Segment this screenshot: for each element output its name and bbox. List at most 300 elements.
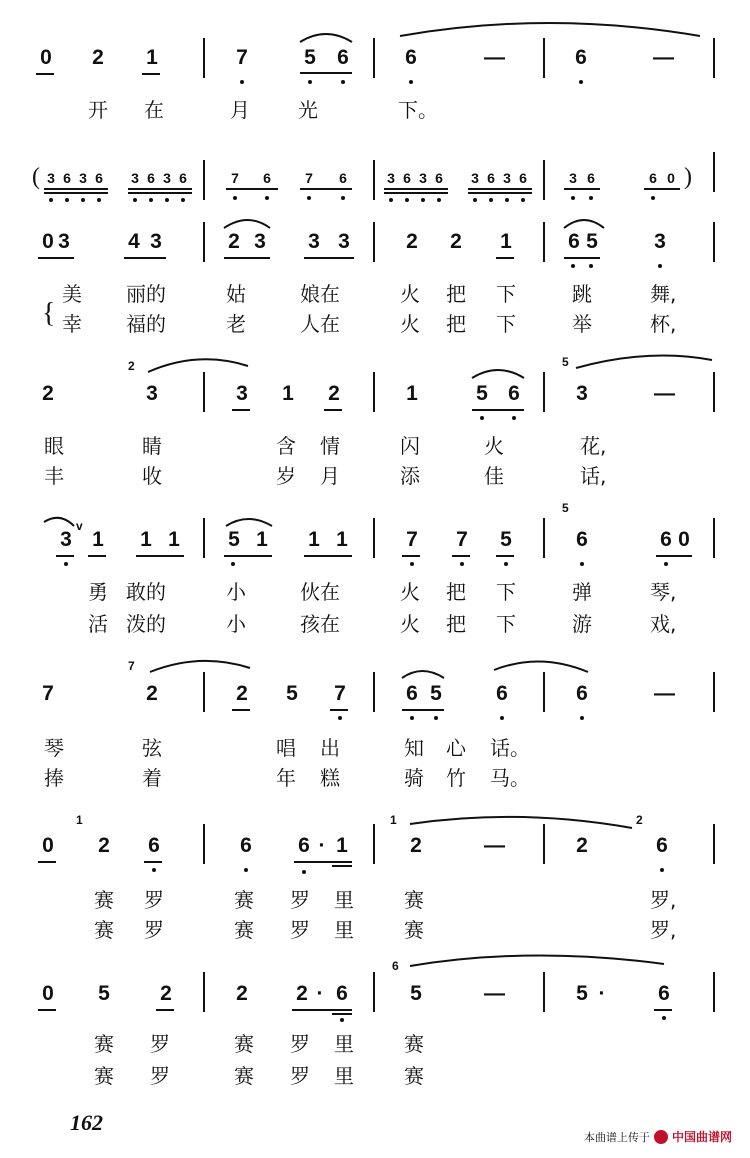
note: 6 bbox=[487, 170, 495, 186]
lyric: 赛 bbox=[94, 1032, 114, 1056]
lyric: 睛 bbox=[142, 434, 162, 458]
underline bbox=[468, 192, 532, 194]
barline bbox=[713, 672, 715, 712]
lyric: 里 bbox=[334, 1032, 354, 1056]
underline bbox=[384, 192, 448, 194]
lyric: 赛 bbox=[234, 888, 254, 912]
slur bbox=[150, 661, 250, 672]
slur bbox=[400, 23, 700, 36]
slur bbox=[300, 34, 352, 42]
octave-dot bbox=[231, 562, 235, 566]
lyric: 闪 bbox=[400, 434, 420, 458]
octave-dot bbox=[658, 264, 662, 268]
lyric: 罗 bbox=[144, 888, 164, 912]
note: 1 bbox=[146, 46, 158, 69]
octave-dot bbox=[181, 198, 185, 202]
lyric: 着 bbox=[142, 766, 162, 790]
barline bbox=[543, 222, 545, 262]
lyric: 赛 bbox=[234, 1064, 254, 1088]
slur bbox=[472, 370, 524, 378]
lyric: 出 bbox=[320, 736, 340, 760]
grace-note: 7 bbox=[128, 659, 135, 673]
underline bbox=[224, 555, 272, 557]
octave-dot bbox=[500, 716, 504, 720]
lyric: 话。 bbox=[490, 736, 530, 760]
barline bbox=[373, 824, 375, 864]
lyric: 马。 bbox=[490, 766, 530, 790]
note: 3 bbox=[131, 170, 139, 186]
octave-dot bbox=[302, 870, 306, 874]
slur bbox=[148, 359, 248, 372]
lyric: 骑 bbox=[404, 766, 424, 790]
grace-note: 2 bbox=[636, 813, 643, 827]
lyric: 跳 bbox=[572, 282, 592, 306]
octave-dot bbox=[341, 196, 345, 200]
octave-dot bbox=[580, 716, 584, 720]
note: 6 bbox=[587, 170, 595, 186]
lyric: 含 bbox=[276, 434, 296, 458]
lyric: 糕 bbox=[320, 766, 340, 790]
note: 5 bbox=[286, 682, 298, 705]
lyric: 敢的 bbox=[126, 580, 166, 604]
octave-dot bbox=[81, 198, 85, 202]
lyric: 赛 bbox=[94, 888, 114, 912]
lyric: 里 bbox=[334, 1064, 354, 1088]
barline bbox=[543, 972, 545, 1012]
barline bbox=[543, 38, 545, 78]
underline bbox=[232, 709, 250, 711]
note: 1 bbox=[92, 528, 104, 551]
barline bbox=[713, 222, 715, 262]
octave-dot bbox=[410, 562, 414, 566]
note: 2 bbox=[236, 982, 248, 1005]
underline bbox=[156, 1009, 174, 1011]
lyric: 姑 bbox=[226, 282, 246, 306]
note: 3 bbox=[387, 170, 395, 186]
note: 6 bbox=[403, 170, 411, 186]
note: 2 bbox=[92, 46, 104, 69]
note: 2 bbox=[236, 682, 248, 705]
lyric: 火 bbox=[400, 612, 420, 636]
barline bbox=[713, 824, 715, 864]
barline bbox=[373, 160, 375, 200]
dash: — bbox=[484, 982, 505, 1005]
lyric: 把 bbox=[446, 282, 466, 306]
underline bbox=[402, 709, 444, 711]
octave-dot bbox=[662, 1016, 666, 1020]
grace-note: 6 bbox=[392, 959, 399, 973]
lyric: 收 bbox=[142, 464, 162, 488]
lyric: 罗 bbox=[290, 918, 310, 942]
octave-dot bbox=[340, 1018, 344, 1022]
underline bbox=[124, 257, 166, 259]
octave-dot bbox=[65, 198, 69, 202]
note: 7 bbox=[334, 682, 346, 705]
note: 1 bbox=[308, 528, 320, 551]
barline bbox=[203, 824, 205, 864]
lyric: 岁 bbox=[276, 464, 296, 488]
underline bbox=[496, 257, 514, 259]
octave-dot bbox=[49, 198, 53, 202]
barline bbox=[203, 518, 205, 558]
octave-dot bbox=[265, 196, 269, 200]
octave-dot bbox=[152, 868, 156, 872]
octave-dot bbox=[434, 716, 438, 720]
note: 6 bbox=[649, 170, 657, 186]
octave-dot bbox=[409, 80, 413, 84]
note: 5 bbox=[476, 382, 488, 405]
note: 6 bbox=[298, 834, 310, 857]
underline bbox=[224, 257, 270, 259]
octave-dot bbox=[307, 196, 311, 200]
octave-dot bbox=[651, 196, 655, 200]
barline bbox=[373, 518, 375, 558]
octave-dot bbox=[389, 198, 393, 202]
underline bbox=[564, 188, 600, 190]
note: 1 bbox=[336, 528, 348, 551]
note: 2 bbox=[228, 230, 240, 253]
lyric: 罗 bbox=[150, 1032, 170, 1056]
paren-close: ) bbox=[684, 164, 692, 190]
underline bbox=[226, 188, 278, 190]
underline bbox=[128, 188, 192, 190]
note: 6 bbox=[568, 230, 580, 253]
note: 6 bbox=[95, 170, 103, 186]
barline bbox=[373, 372, 375, 412]
lyric: 心 bbox=[446, 736, 466, 760]
note: 1 bbox=[256, 528, 268, 551]
note: 3 bbox=[338, 230, 350, 253]
lyric: 唱 bbox=[276, 736, 296, 760]
lyric: 娘在 bbox=[300, 282, 340, 306]
octave-dot bbox=[97, 198, 101, 202]
lyric: 泼的 bbox=[126, 612, 166, 636]
dash: — bbox=[654, 382, 675, 405]
lyric: 伙在 bbox=[300, 580, 340, 604]
note: 6 bbox=[575, 46, 587, 69]
lyric: 月 bbox=[320, 464, 340, 488]
note: 7 bbox=[305, 170, 313, 186]
grace-note: 5 bbox=[562, 355, 569, 369]
underline bbox=[36, 73, 54, 75]
note: 6 bbox=[519, 170, 527, 186]
dash: — bbox=[653, 46, 674, 69]
lyric: 火 bbox=[400, 282, 420, 306]
site-name: 中国曲谱网 bbox=[671, 1130, 732, 1144]
lyric: 弹 bbox=[572, 580, 592, 604]
barline bbox=[543, 160, 545, 200]
note: 4 bbox=[128, 230, 140, 253]
lyric: 竹 bbox=[446, 766, 466, 790]
note: 6 bbox=[336, 982, 348, 1005]
note: 0 bbox=[678, 528, 690, 551]
lyric: 下 bbox=[496, 580, 516, 604]
note: 7 bbox=[231, 170, 239, 186]
lyric: 赛 bbox=[404, 1032, 424, 1056]
underline bbox=[128, 192, 192, 194]
underline bbox=[452, 555, 470, 557]
octave-dot bbox=[660, 868, 664, 872]
lyric: 丽的 bbox=[126, 282, 166, 306]
note: 2 bbox=[406, 230, 418, 253]
upload-text: 本曲谱上传于 bbox=[583, 1130, 650, 1144]
barline bbox=[713, 518, 715, 558]
underline bbox=[144, 861, 162, 863]
note: 1 bbox=[140, 528, 152, 551]
note: 2 bbox=[296, 982, 308, 1005]
dash: — bbox=[654, 682, 675, 705]
underline bbox=[654, 1009, 672, 1011]
underline bbox=[56, 555, 74, 557]
note: 6 bbox=[508, 382, 520, 405]
lyric: 赛 bbox=[404, 888, 424, 912]
note: 3 bbox=[471, 170, 479, 186]
lyric: 琴 bbox=[44, 736, 64, 760]
barline bbox=[373, 672, 375, 712]
lyric: 月 bbox=[230, 98, 250, 122]
lyric: 话, bbox=[580, 464, 607, 488]
lyric: 情 bbox=[320, 434, 340, 458]
underline bbox=[304, 257, 354, 259]
underline bbox=[38, 861, 56, 863]
barline bbox=[373, 222, 375, 262]
underline bbox=[300, 72, 352, 74]
underline bbox=[300, 188, 352, 190]
lyric: 幸 bbox=[62, 312, 82, 336]
note: 1 bbox=[282, 382, 294, 405]
note: 5 bbox=[410, 982, 422, 1005]
note: 3 bbox=[503, 170, 511, 186]
octave-dot bbox=[664, 562, 668, 566]
note: 2 bbox=[450, 230, 462, 253]
note: 6 bbox=[240, 834, 252, 857]
underline bbox=[330, 709, 348, 711]
note: · bbox=[318, 834, 326, 857]
barline bbox=[203, 160, 205, 200]
lyric: 赛 bbox=[94, 1064, 114, 1088]
lyric: 罗 bbox=[290, 1032, 310, 1056]
note: 6 bbox=[406, 682, 418, 705]
lyric: 老 bbox=[226, 312, 246, 336]
lyric: 火 bbox=[400, 580, 420, 604]
barline bbox=[713, 372, 715, 412]
note: 1 bbox=[406, 382, 418, 405]
slur bbox=[494, 661, 588, 672]
lyric: 火 bbox=[484, 434, 504, 458]
note: 6 bbox=[263, 170, 271, 186]
lyric: 火 bbox=[400, 312, 420, 336]
octave-dot bbox=[512, 416, 516, 420]
barline bbox=[713, 152, 715, 192]
barline bbox=[713, 972, 715, 1012]
note: 3 bbox=[146, 382, 158, 405]
underline bbox=[44, 192, 108, 194]
note: 6 bbox=[496, 682, 508, 705]
octave-dot bbox=[410, 716, 414, 720]
note: 6 bbox=[339, 170, 347, 186]
note: 6 bbox=[576, 682, 588, 705]
lyric: 勇 bbox=[88, 580, 108, 604]
note: 2 bbox=[160, 982, 172, 1005]
note: 0 bbox=[42, 230, 54, 253]
octave-dot bbox=[240, 80, 244, 84]
barline bbox=[543, 824, 545, 864]
octave-dot bbox=[489, 198, 493, 202]
octave-dot bbox=[589, 264, 593, 268]
footer-watermark bbox=[584, 1128, 732, 1145]
note: 0 bbox=[667, 170, 675, 186]
barline bbox=[543, 372, 545, 412]
note: 3 bbox=[254, 230, 266, 253]
note: 5 bbox=[228, 528, 240, 551]
note: 2 bbox=[98, 834, 110, 857]
note: 6 bbox=[148, 834, 160, 857]
verse-brace: { bbox=[42, 298, 56, 329]
lyric: 弦 bbox=[142, 736, 162, 760]
lyric: 赛 bbox=[94, 918, 114, 942]
dash: — bbox=[484, 46, 505, 69]
octave-dot bbox=[64, 562, 68, 566]
octave-dot bbox=[421, 198, 425, 202]
octave-dot bbox=[165, 198, 169, 202]
lyric: 小 bbox=[226, 612, 246, 636]
lyric: 年 bbox=[276, 766, 296, 790]
note: 5 bbox=[304, 46, 316, 69]
octave-dot bbox=[244, 868, 248, 872]
octave-dot bbox=[504, 562, 508, 566]
note: 6 bbox=[660, 528, 672, 551]
underline bbox=[232, 409, 250, 411]
octave-dot bbox=[338, 716, 342, 720]
slur bbox=[44, 518, 74, 526]
lyric: 杯, bbox=[650, 312, 677, 336]
note: 7 bbox=[42, 682, 54, 705]
octave-dot bbox=[589, 196, 593, 200]
note: · bbox=[598, 982, 606, 1005]
octave-dot bbox=[460, 562, 464, 566]
underline bbox=[38, 257, 74, 259]
lyric: 罗 bbox=[144, 918, 164, 942]
barline bbox=[203, 972, 205, 1012]
lyric: 人在 bbox=[300, 312, 340, 336]
paren-open: ( bbox=[32, 164, 40, 190]
note: 6 bbox=[405, 46, 417, 69]
slur bbox=[564, 220, 604, 228]
underline bbox=[496, 555, 514, 557]
note: · bbox=[316, 982, 324, 1005]
lyric: 把 bbox=[446, 580, 466, 604]
lyric: 眼 bbox=[44, 434, 64, 458]
octave-dot bbox=[437, 198, 441, 202]
lyric: 里 bbox=[334, 918, 354, 942]
note: 5 bbox=[576, 982, 588, 1005]
lyric: 赛 bbox=[404, 1064, 424, 1088]
slur bbox=[410, 955, 664, 966]
octave-dot bbox=[405, 198, 409, 202]
underline bbox=[294, 861, 352, 863]
note: 5 bbox=[586, 230, 598, 253]
note: 2 bbox=[328, 382, 340, 405]
note: 3 bbox=[163, 170, 171, 186]
lyric: 赛 bbox=[234, 1032, 254, 1056]
octave-dot bbox=[571, 196, 575, 200]
lyric: 光 bbox=[298, 98, 318, 122]
underline bbox=[656, 555, 692, 557]
lyric: 花, bbox=[580, 434, 607, 458]
lyric: 下 bbox=[496, 282, 516, 306]
octave-dot bbox=[473, 198, 477, 202]
underline bbox=[332, 1013, 352, 1015]
lyric: 知 bbox=[404, 736, 424, 760]
barline bbox=[713, 38, 715, 78]
grace-note: 1 bbox=[76, 813, 83, 827]
barline bbox=[373, 972, 375, 1012]
note: 3 bbox=[47, 170, 55, 186]
lyric: 里 bbox=[334, 888, 354, 912]
slur bbox=[224, 220, 270, 228]
barline bbox=[203, 38, 205, 78]
lyric: 把 bbox=[446, 312, 466, 336]
octave-dot bbox=[579, 80, 583, 84]
note: 0 bbox=[40, 46, 52, 69]
barline bbox=[373, 38, 375, 78]
note: 7 bbox=[456, 528, 468, 551]
underline bbox=[402, 555, 420, 557]
lyric: 下。 bbox=[398, 98, 438, 122]
lyric: 添 bbox=[400, 464, 420, 488]
slur bbox=[410, 817, 632, 828]
barline bbox=[543, 672, 545, 712]
note: 6 bbox=[576, 528, 588, 551]
barline bbox=[203, 372, 205, 412]
lyric: 小 bbox=[226, 580, 246, 604]
note: 1 bbox=[168, 528, 180, 551]
lyric: 舞, bbox=[650, 282, 677, 306]
note: 3 bbox=[569, 170, 577, 186]
note: 2 bbox=[576, 834, 588, 857]
note: 6 bbox=[179, 170, 187, 186]
note: 3 bbox=[654, 230, 666, 253]
lyric: 把 bbox=[446, 612, 466, 636]
note: 3 bbox=[576, 382, 588, 405]
octave-dot bbox=[233, 196, 237, 200]
note: 2 bbox=[146, 682, 158, 705]
note: 3 bbox=[60, 528, 72, 551]
note: 5 bbox=[98, 982, 110, 1005]
lyric: 罗, bbox=[650, 888, 677, 912]
grace-note: 5 bbox=[562, 501, 569, 515]
lyric: 活 bbox=[88, 612, 108, 636]
lyric: 捧 bbox=[44, 766, 64, 790]
underline bbox=[142, 73, 160, 75]
underline bbox=[38, 1009, 56, 1011]
slur bbox=[576, 356, 712, 369]
lyric: 在 bbox=[144, 98, 164, 122]
note: 6 bbox=[63, 170, 71, 186]
note: 7 bbox=[406, 528, 418, 551]
note: 5 bbox=[430, 682, 442, 705]
octave-dot bbox=[341, 80, 345, 84]
underline bbox=[332, 865, 352, 867]
lyric: 孩在 bbox=[300, 612, 340, 636]
underline bbox=[292, 1009, 352, 1011]
note: 2 bbox=[410, 834, 422, 857]
underline bbox=[384, 188, 448, 190]
underline bbox=[136, 555, 184, 557]
lyric: 罗 bbox=[290, 1064, 310, 1088]
breath-mark: v bbox=[76, 519, 83, 533]
lyric: 罗 bbox=[290, 888, 310, 912]
